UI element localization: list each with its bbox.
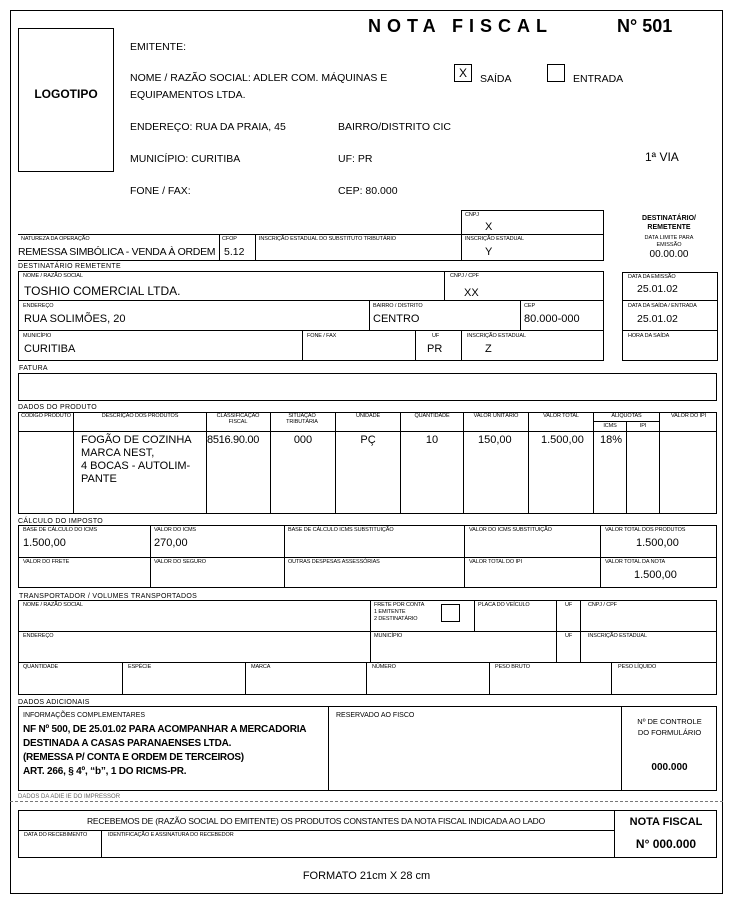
dest-nome-value: TOSHIO COMERCIAL LTDA. — [24, 284, 181, 298]
produtos-col-line — [659, 412, 660, 514]
info-line-4: ART. 266, § 4º, “b”, 1 DO RICMS-PR. — [23, 766, 187, 777]
dest-nome-label: NOME / RAZÃO SOCIAL — [23, 273, 83, 279]
dest-bairro-label: BAIRRO / DISTRITO — [373, 303, 423, 309]
produtos-col-line — [626, 421, 627, 514]
ie-emitente-label: INSCRIÇÃO ESTADUAL — [465, 236, 524, 242]
dest-municipio-label: MUNICÍPIO — [23, 333, 52, 339]
col-situacao-header: SITUAÇÃO TRIBUTÁRIA — [286, 413, 318, 425]
fatura-box — [18, 373, 717, 401]
volumes-marca-label: MARCA — [251, 664, 271, 670]
info-complementares-label: INFORMAÇÕES COMPLEMENTARES — [23, 712, 145, 719]
reservado-fisco-label: RESERVADO AO FISCO — [336, 712, 415, 719]
col-total-header: VALOR TOTAL — [543, 413, 579, 419]
cnpj-emitente-value: X — [485, 221, 493, 233]
dest-divider-bairro — [369, 300, 370, 330]
canhoto-divider-data — [101, 830, 102, 858]
valor-icms-value: 270,00 — [154, 537, 188, 549]
col-aliquotas-header: ALÍQUOTAS — [611, 413, 642, 419]
transp-endereco-label: ENDEREÇO — [23, 633, 54, 639]
entrada-checkbox[interactable] — [547, 64, 565, 82]
transp-nome-label: NOME / RAZÃO SOCIAL — [23, 602, 83, 608]
produto-descricao-4: PANTE — [81, 473, 117, 485]
transportador-row-line — [18, 631, 717, 632]
dest-endereco-label: ENDEREÇO — [23, 303, 54, 309]
volumes-peso-bruto-label: PESO BRUTO — [495, 664, 530, 670]
dest-cnpj-label: CNPJ / CPF — [450, 273, 479, 279]
via-label: 1ª VIA — [645, 150, 679, 164]
transportador-col-line — [611, 662, 612, 695]
transportador-col-line — [366, 662, 367, 695]
emitente-cep: CEP: 80.000 — [338, 185, 398, 197]
emitente-fone: FONE / FAX: — [130, 185, 191, 197]
dest-divider-fone — [302, 330, 303, 361]
volumes-quantidade-label: QUANTIDADE — [23, 664, 59, 670]
volumes-especie-label: ESPÉCIE — [128, 664, 152, 670]
total-ipi-label: VALOR TOTAL DO IPI — [469, 559, 522, 565]
produtos-col-line — [206, 412, 207, 514]
total-produtos-label: VALOR TOTAL DOS PRODUTOS — [605, 527, 686, 533]
identificacao-recebedor-label: IDENTIFICAÇÃO E ASSINATURA DO RECEBEDOR — [108, 832, 234, 838]
info-line-1: NF Nº 500, DE 25.01.02 PARA ACOMPANHAR A MERCADORIA — [23, 724, 307, 735]
data-limite-label: DATA LIMITE PARA EMISSÃO — [644, 235, 694, 248]
data-emissao-value: 25.01.02 — [637, 283, 678, 295]
emitente-endereco: ENDEREÇO: RUA DA PRAIA, 45 — [130, 121, 286, 133]
cnpj-emitente-label: CNPJ — [465, 212, 479, 218]
dest-fone-label: FONE / FAX — [307, 333, 337, 339]
adicionais-divider-1 — [328, 706, 329, 791]
dest-rem-title: DESTINATÁRIO/ REMETENTE — [642, 215, 696, 231]
produto-valor-unitario: 150,00 — [478, 434, 512, 446]
volumes-numero-label: NÚMERO — [372, 664, 396, 670]
produtos-header-line — [18, 431, 717, 432]
produto-situacao: 000 — [293, 434, 313, 446]
dest-ie-label: INSCRIÇÃO ESTADUAL — [467, 333, 526, 339]
transportador-col-line — [370, 600, 371, 662]
transportador-col-line — [556, 600, 557, 662]
operacao-top-line — [18, 234, 463, 235]
dest-cnpj-value: XX — [464, 287, 479, 299]
produto-classificacao: 8516.90.00 — [207, 434, 260, 446]
ie-emitente-value: Y — [485, 246, 493, 258]
col-unitario-header: VALOR UNITÁRIO — [473, 413, 519, 419]
transportador-col-line — [474, 600, 475, 631]
col-descricao-header: DESCRIÇÃO DOS PRODUTOS — [101, 413, 179, 419]
valor-icms-label: VALOR DO ICMS — [154, 527, 196, 533]
cnpj-emitente-box — [461, 210, 604, 235]
dest-cnpj-box — [444, 271, 604, 301]
aliquotas-sub-line — [593, 421, 659, 422]
produtos-col-line — [270, 412, 271, 514]
cfop-label: CFOP — [222, 236, 237, 242]
impressor-label: DADOS DA ADIE IE DO IMPRESSOR — [18, 794, 121, 800]
volumes-peso-liquido-label: PESO LÍQUIDO — [618, 664, 657, 670]
ie-subst-label: INSCRIÇÃO ESTADUAL DO SUBSTITUTO TRIBUTÁRIO — [259, 236, 396, 242]
dest-municipio-value: CURITIBA — [24, 343, 76, 355]
data-recebimento-label: DATA DO RECEBIMENTO — [24, 832, 88, 838]
info-line-2: DESTINADA A CASAS PARANAENSES LTDA. — [23, 738, 232, 749]
document-title: NOTA FISCAL — [368, 16, 553, 36]
controle-value: 000.000 — [651, 762, 688, 773]
col-codigo-header: CÓDIGO PRODUTO — [21, 413, 71, 419]
data-saida-value: 25.01.02 — [637, 313, 678, 325]
emitente-nome: NOME / RAZÃO SOCIAL: ADLER COM. MÁQUINAS E — [130, 72, 388, 84]
total-nota-label: VALOR TOTAL DA NOTA — [605, 559, 666, 565]
saida-checkbox[interactable]: X — [454, 64, 472, 82]
data-saida-label: DATA DA SAÍDA / ENTRADA — [628, 303, 697, 309]
produto-descricao-1: FOGÃO DE COZINHA — [81, 434, 192, 446]
produtos-col-line — [528, 412, 529, 514]
produto-valor-total: 1.500,00 — [541, 434, 584, 446]
frete-opt-2: 2 DESTINATÁRIO — [374, 616, 418, 622]
controle-label-2: DO FORMULÁRIO — [637, 728, 702, 737]
canhoto-cut-line — [10, 801, 723, 802]
col-icms-header: ICMS — [603, 423, 617, 429]
dest-bairro-value: CENTRO — [373, 313, 420, 325]
hora-saida-label: HORA DA SAÍDA — [628, 333, 670, 339]
imposto-section-title: CÁLCULO DO IMPOSTO — [18, 518, 104, 525]
frete-label: VALOR DO FRETE — [23, 559, 70, 565]
transportador-col-line — [122, 662, 123, 695]
dest-endereco-value: RUA SOLIMÕES, 20 — [24, 313, 126, 325]
transp-cnpj-label: CNPJ / CPF — [588, 602, 617, 608]
produtos-col-line — [335, 412, 336, 514]
frete-conta-input[interactable] — [441, 604, 460, 622]
controle-label-1: Nº DE CONTROLE — [637, 717, 702, 726]
base-icms-value: 1.500,00 — [23, 537, 66, 549]
emitente-bairro: BAIRRO/DISTRITO CIC — [338, 121, 451, 133]
imposto-col-line — [600, 525, 601, 588]
fatura-section-title: FATURA — [19, 365, 48, 372]
imposto-col-line — [464, 525, 465, 588]
dest-ie-box — [461, 330, 604, 361]
operacao-divider-1 — [219, 234, 220, 260]
datas-line-2 — [622, 330, 718, 331]
natureza-label: NATUREZA DA OPERAÇÃO — [21, 236, 90, 242]
dest-cep-value: 80.000-000 — [524, 313, 580, 325]
imposto-col-line — [284, 525, 285, 588]
transp-ie-label: INSCRIÇÃO ESTADUAL — [588, 633, 647, 639]
total-produtos-value: 1.500,00 — [636, 537, 679, 549]
produto-quantidade: 10 — [425, 434, 439, 446]
emitente-uf: UF: PR — [338, 153, 373, 165]
col-valor-ipi-header: VALOR DO IPI — [670, 413, 707, 419]
dest-ie-value: Z — [485, 343, 492, 355]
ie-emitente-box — [461, 234, 604, 261]
natureza-value: REMESSA SIMBÓLICA - VENDA À ORDEM — [18, 246, 216, 258]
emitente-label: EMITENTE: — [130, 41, 187, 53]
col-classificacao-header: CLASSIFICAÇÃO FISCAL — [216, 413, 260, 425]
valor-subst-label: VALOR DO ICMS SUBSTITUIÇÃO — [469, 527, 552, 533]
recebemos-text: RECEBEMOS DE (RAZÃO SOCIAL DO EMITENTE) OS PRODUTOS CONSTANTES DA NOTA FISCAL INDICADA AO LADO — [86, 816, 546, 826]
canhoto-row-line — [18, 830, 614, 831]
base-subst-label: BASE DE CÁLCULO ICMS SUBSTITUIÇÃO — [288, 527, 394, 533]
produto-icms: 18% — [600, 434, 623, 446]
total-nota-value: 1.500,00 — [634, 569, 677, 581]
document-number: N° 501 — [617, 16, 673, 36]
info-line-3: (REMESSA P/ CONTA E ORDEM DE TERCEIROS) — [23, 752, 244, 763]
logo-box — [18, 28, 114, 172]
produto-unidade: PÇ — [360, 434, 376, 446]
dest-uf-label: UF — [432, 333, 440, 339]
logo-placeholder: LOGOTIPO — [34, 87, 98, 101]
imposto-row-line — [18, 557, 717, 558]
seguro-label: VALOR DO SEGURO — [154, 559, 206, 565]
frete-opt-1: 1 EMITENTE — [374, 609, 406, 615]
col-unidade-header: UNIDADE — [355, 413, 381, 419]
produtos-col-line — [73, 412, 74, 514]
col-ipi-header: IPI — [639, 423, 647, 429]
data-limite-value: 00.00.00 — [649, 249, 689, 260]
adicionais-section-title: DADOS ADICIONAIS — [18, 699, 90, 706]
formato-label: FORMATO 21cm X 28 cm — [302, 870, 431, 882]
canhoto-nf-number: N° 000.000 — [635, 837, 697, 851]
placa-label: PLACA DO VEÍCULO — [478, 602, 530, 608]
transportador-col-line — [489, 662, 490, 695]
produtos-section-title: DADOS DO PRODUTO — [18, 404, 97, 411]
dest-cep-label: CEP — [524, 303, 536, 309]
col-quantidade-header: QUANTIDADE — [414, 413, 450, 419]
cfop-value: 5.12 — [224, 246, 245, 258]
transp-uf-label: UF — [565, 602, 573, 608]
outras-despesas-label: OUTRAS DESPESAS ASSESSÓRIAS — [288, 559, 380, 565]
produtos-col-line — [463, 412, 464, 514]
transportador-section-title: TRANSPORTADOR / VOLUMES TRANSPORTADOS — [19, 593, 198, 600]
base-icms-label: BASE DE CÁLCULO DO ICMS — [23, 527, 98, 533]
produto-descricao-3: 4 BOCAS - AUTOLIM- — [81, 460, 191, 472]
datas-line-1 — [622, 300, 718, 301]
destinatario-section-title: DESTINATÁRIO REMETENTE — [18, 263, 121, 270]
transportador-col-line — [245, 662, 246, 695]
transportador-col-line — [580, 600, 581, 662]
canhoto-nf-title: NOTA FISCAL — [629, 816, 703, 828]
dest-divider-uf — [415, 330, 416, 361]
emitente-nome-2: EQUIPAMENTOS LTDA. — [130, 89, 246, 101]
operacao-divider-2 — [255, 234, 256, 260]
produtos-col-line — [400, 412, 401, 514]
emitente-municipio: MUNICÍPIO: CURITIBA — [130, 153, 241, 165]
dest-divider-cep — [520, 300, 521, 330]
imposto-col-line — [150, 525, 151, 588]
transp-uf2-label: UF — [565, 633, 573, 639]
data-emissao-label: DATA DA EMISSÃO — [628, 274, 676, 280]
produto-descricao-2: MARCA NEST, — [81, 447, 155, 459]
transp-municipio-label: MUNICÍPIO — [374, 633, 403, 639]
frete-conta-label: FRETE POR CONTA — [374, 602, 425, 608]
dest-uf-value: PR — [427, 343, 443, 355]
saida-label: SAÍDA — [480, 73, 512, 85]
entrada-label: ENTRADA — [573, 73, 624, 85]
